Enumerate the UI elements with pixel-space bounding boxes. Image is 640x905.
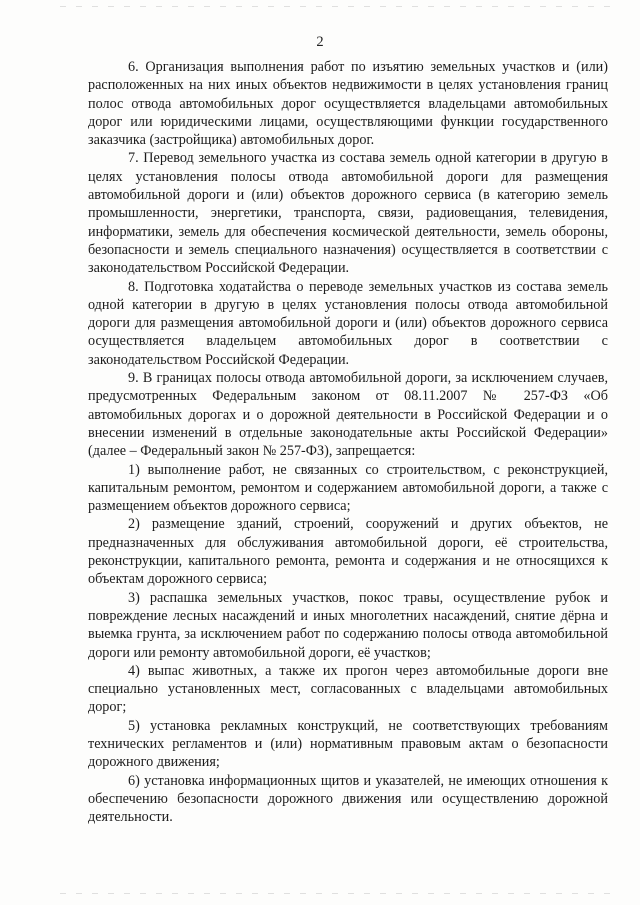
paragraph-item-6: 6. Организация выполнения работ по изъятию земельных участков и (или) расположенных на них иных объектов недвижимости в целях установления границ полос отвода автомобильных дорог осуществляется владельцами автомобильных дорог или юридическими лицами, осуществляющими функции государственного заказчика (застройщика) автомобильных дорог. — [88, 59, 608, 149]
subitem-5: 5) установка рекламных конструкций, не соответствующих требованиям технических регламентов и (или) нормативным правовым актам о безопасности дорожного движения; — [88, 717, 608, 771]
subitem-6: 6) установка информационных щитов и указателей, не имеющих отношения к обеспечению безопасности дорожного движения или осуществлению дорожной деятельности. — [88, 772, 608, 826]
subitem-3: 3) распашка земельных участков, покос травы, осуществление рубок и повреждение лесных насаждений и иных многолетних насаждений, снятие дёрна и выемка грунта, за исключением работ по содержанию полосы отвода автомобильной дороги или ремонту автомобильной дороги, её участков; — [88, 589, 608, 661]
subitem-2: 2) размещение зданий, строений, сооружений и других объектов, не предназначенных для обслуживания автомобильной дороги, её строительства, реконструкции, капитального ремонта, ремонта и содержания и не относящихся к объектам дорожного сервиса; — [88, 516, 608, 588]
subitem-4: 4) выпас животных, а также их прогон через автомобильные дороги вне специально установленных мест, согласованных с владельцами автомобильных дорог; — [88, 662, 608, 716]
page-number: 2 — [316, 34, 324, 50]
paragraph-item-8: 8. Подготовка ходатайства о переводе земельных участков из состава земель одной категории в другую в целях установления полосы отвода автомобильной дороги для размещения автомобильной дороги и (или) объектов дорожного сервиса осуществляется владельцем автомобильных дорог в соответствии с законодательством Российской Федерации. — [88, 278, 608, 368]
scan-edge-bottom — [60, 893, 620, 894]
document-body — [88, 58, 608, 826]
paragraph-item-9: 9. В границах полосы отвода автомобильной дороги, за исключением случаев, предусмотренных Федеральным законом от 08.11.2007 № 257-ФЗ «Об автомобильных дорогах и о дорожной деятельности в Российской Федерации и о внесении изменений в отдельные законодательные акты Российской Федерации» (далее – Федеральный закон № 257-ФЗ), запрещается: — [88, 370, 608, 460]
subitem-1: 1) выполнение работ, не связанных со строительством, с реконструкцией, капитальным ремонтом, ремонтом и содержанием автомобильной дороги, а также с размещением объектов дорожного сервиса; — [88, 461, 608, 515]
paragraph-item-7: 7. Перевод земельного участка из состава земель одной категории в другую в целях установления полосы отвода автомобильной дороги для размещения автомобильной дороги и (или) объектов дорожного сервиса (в категорию земель промышленности, энергетики, транспорта, связи, радиовещания, телевидения, информатики, земель для обеспечения космической деятельности, земель обороны, безопасности и земель специального назначения) осуществляется в соответствии с законодательством Российской Федерации. — [88, 150, 608, 277]
scan-edge-top — [60, 6, 620, 7]
